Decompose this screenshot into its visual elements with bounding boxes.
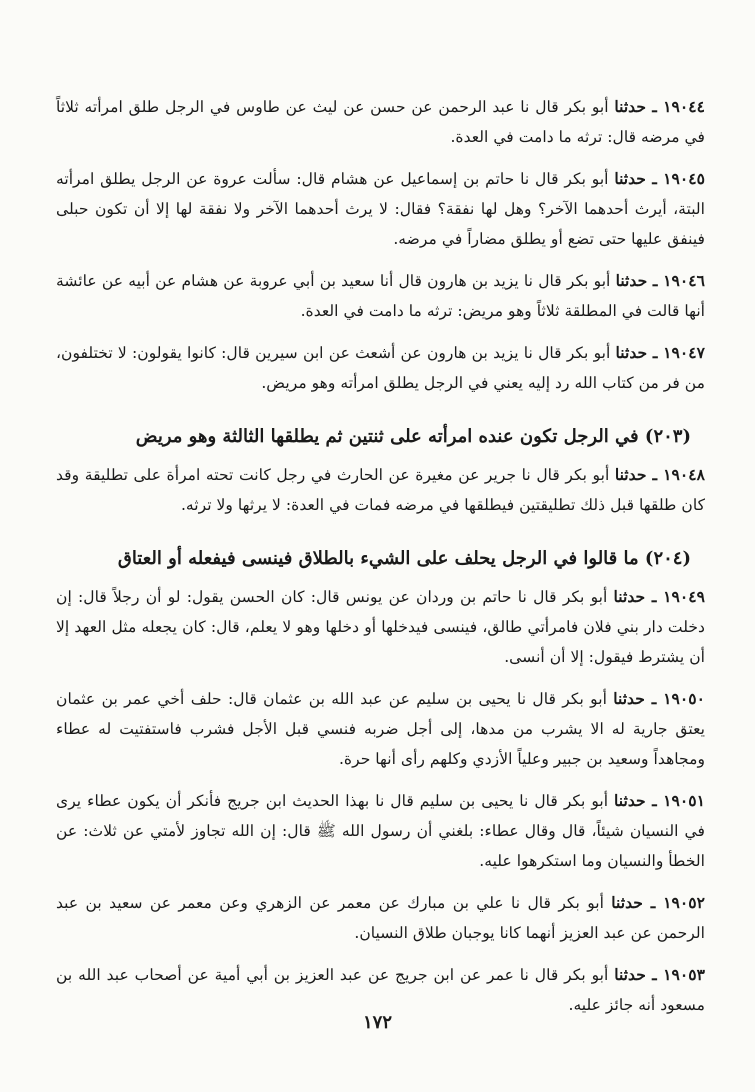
hadith-number: ١٩٠٤٩ ـ حدثنا [613,587,705,606]
hadith-entry [56,460,705,520]
hadith-entry [56,338,705,398]
page-body [56,92,705,1032]
hadith-text: أبو بكر قال نا حاتم بن إسماعيل عن هشام قال: سألت عروة عن الرجل يطلق امرأته البتة، أيرث أحدهما الآخر؟ وهل لها نفقة؟ فقال: لا يرث أحدهما الآخر ولا نفقة لها إلا أن تكون حبلى فينفق عليها حتى تضع أو يطلق مضاراً في مرضه. [56,170,705,248]
hadith-entry [56,684,705,774]
hadith-text: أبو بكر قال نا حاتم بن وردان عن يونس قال: كان الحسن يقول: لو أن رجلاً قال: إن دخلت دار بني فلان فامرأتي طالق، فينسى فيدخلها أو دخلها وهو لا يعلم، قال: كان يجعله مثل العهد إلا أن يشترط فيقول: إلا أن أنسى. [56,588,705,666]
hadith-text: أبو بكر قال نا عمر عن ابن جريج عن عبد العزيز بن أبي أمية عن أصحاب عبد الله بن مسعود أنه جائز عليه. [56,966,705,1014]
hadith-text: أبو بكر قال نا جرير عن مغيرة عن الحارث في رجل كانت تحته امرأة على تطليقة وقد كان طلقها قبل ذلك تطليقتين فيطلقها في مرضه فمات في العدة: لا يرثها ولا ترثه. [56,466,705,514]
hadith-text: أبو بكر قال نا عبد الرحمن عن حسن عن ليث عن طاوس في الرجل طلق امرأته ثلاثاً في مرضه قال: ترثه ما دامت في العدة. [56,98,705,146]
hadith-text: أبو بكر قال نا يحيى بن سليم عن عبد الله بن عثمان قال: حلف أخي عمر بن عثمان يعتق جارية له الا يشرب من مدها، إلى أجل ضربه فنسي قبل الأجل فشرب فاستفتيت له عطاء ومجاهداً وسعيد بن جبير وعلياً الأزدي وكلهم رأى أنها حرة. [56,690,705,768]
hadith-number: ١٩٠٤٦ ـ حدثنا [615,271,705,290]
hadith-entry [56,266,705,326]
hadith-number: ١٩٠٥٠ ـ حدثنا [613,689,705,708]
chapter-heading-204: (٢٠٤) ما قالوا في الرجل يحلف على الشيء بالطلاق فينسى فيفعله أو العتاق [117,548,691,569]
hadith-number: ١٩٠٥١ ـ حدثنا [614,791,705,810]
hadith-number: ١٩٠٤٥ ـ حدثنا [614,169,705,188]
hadith-entry [56,92,705,152]
page-number: ١٧٢ [362,1012,392,1033]
hadith-text: أبو بكر قال نا يحيى بن سليم قال نا بهذا الحديث ابن جريج فأنكر أن يكون عطاء يرى في النسيان شيئاً، قال وقال عطاء: بلغني أن رسول الله ﷺ قال: إن الله تجاوز لأمتي عن ثلاث: عن الخطأ والنسيان وما استكرهوا عليه. [56,792,705,870]
hadith-text: أبو بكر قال نا يزيد بن هارون قال أنا سعيد بن أبي عروبة عن هشام عن أبيه عن عائشة أنها قالت في المطلقة ثلاثاً وهو مريض: ترثه ما دامت في العدة. [56,272,705,320]
hadith-entry [56,164,705,254]
hadith-entry [56,960,705,1020]
hadith-number: ١٩٠٥٣ ـ حدثنا [614,965,705,984]
hadith-text: أبو بكر قال نا يزيد بن هارون عن أشعث عن ابن سيرين قال: كانوا يقولون: لا تختلفون، من فر من كتاب الله رد إليه يعني في الرجل يطلق امرأته وهو مريض. [56,344,705,392]
hadith-number: ١٩٠٥٢ ـ حدثنا [611,893,705,912]
hadith-entry [56,888,705,948]
chapter-heading-203: (٢٠٣) في الرجل تكون عنده امرأته على ثنتين ثم يطلقها الثالثة وهو مريض [135,426,691,447]
hadith-number: ١٩٠٤٧ ـ حدثنا [615,343,705,362]
hadith-entry [56,786,705,876]
hadith-number: ١٩٠٤٨ ـ حدثنا [614,465,705,484]
hadith-entry [56,582,705,672]
hadith-number: ١٩٠٤٤ ـ حدثنا [614,97,705,116]
hadith-text: أبو بكر قال نا علي بن مبارك عن معمر عن الزهري وعن معمر عن سعيد بن عبد الرحمن عن عبد العزيز أنهما كانا يوجبان طلاق النسيان. [56,894,705,942]
